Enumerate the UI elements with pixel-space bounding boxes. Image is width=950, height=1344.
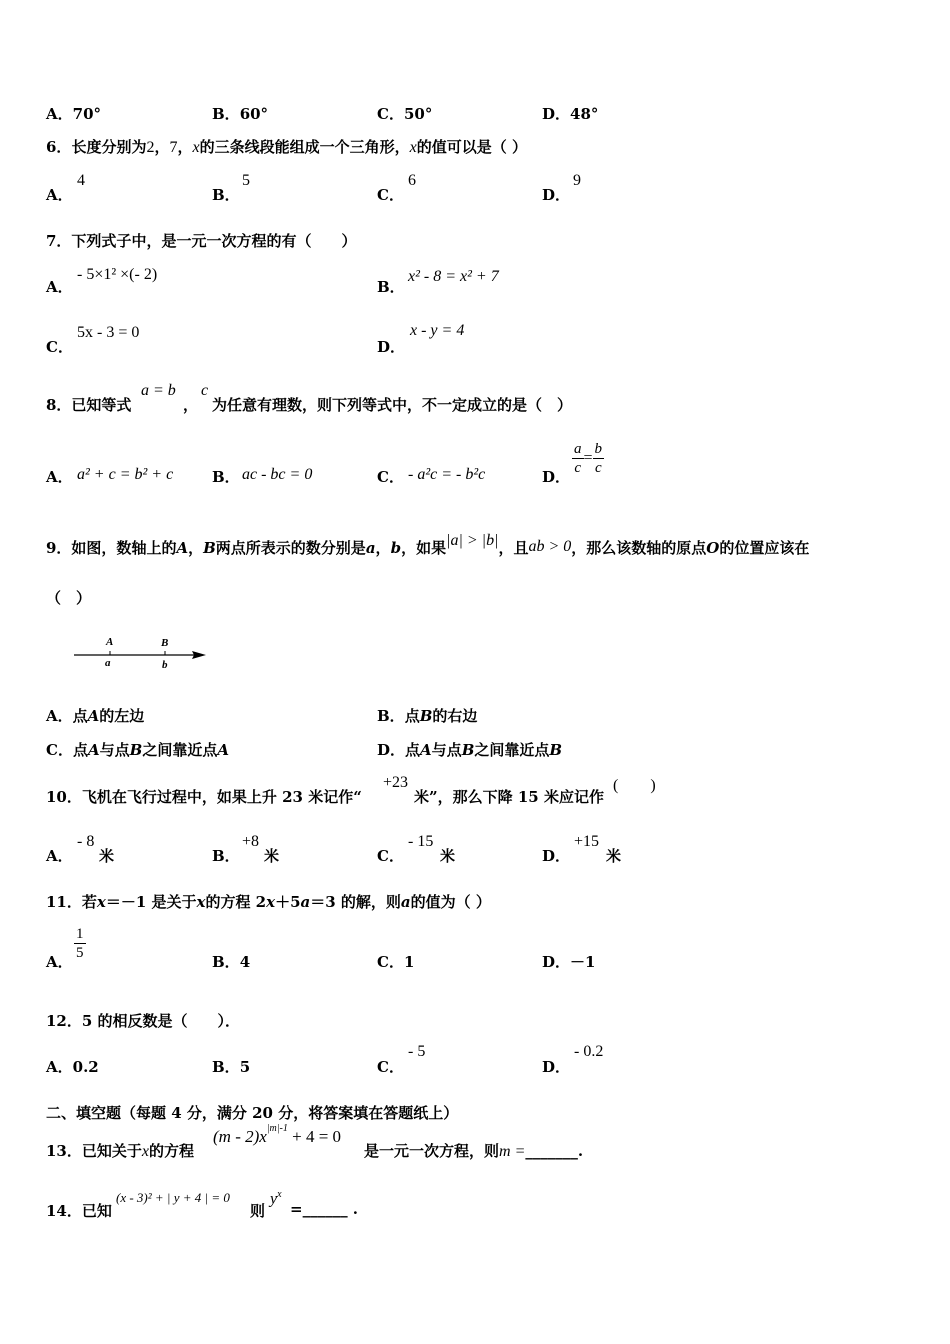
q12-option-d-label: D． [542,1058,571,1076]
section-2-title: 二、填空题（每题 4 分，满分 20 分，将答案填在答题纸上） [46,1104,459,1122]
q10-text2: 米”，那么下降 15 米应记作 [414,788,604,806]
q12-stem: 12．5 的相反数是（ ）． [46,1012,241,1030]
label-point-b: B [161,637,169,649]
fraction-b-over-c: $\frac{b}{c}$ [594,441,603,476]
q9-option-d: D．点A与点B之间靠近点B [377,741,563,759]
q13-equation: $(m - 2)x^{|m|-1} + 4 = 0$ [213,1123,342,1146]
q5-option-b: B．60° [212,105,269,123]
q8-option-a-expr: a² + c = b² + c [77,466,174,483]
label-value-b: b [162,659,168,671]
number-line-figure [70,630,215,672]
q8-equation: a = b [141,382,176,399]
q6-option-b-value: 5 [242,172,250,189]
q6-option-a-value: 4 [77,172,85,189]
fraction-a-over-c: $\frac{a}{c}$ [574,441,582,476]
q7-option-a-label: A． [46,278,73,296]
q10-option-a-label: A． [46,847,73,865]
q13-text3: 是一元一次方程，则m =_______. [364,1142,584,1160]
q10-stem: 10．飞机在飞行过程中，如果上升 23 米记作“ [46,788,362,806]
q7-option-d-expr: x - y = 4 [410,322,465,339]
q7-option-b-expr: x² - 8 = x² + 7 [408,268,499,285]
q8-c: c [201,382,209,399]
q5-option-d: D．48° [542,105,599,123]
q8-option-d-expr: $\frac{a}{c}$ = $\frac{b}{c}$ [574,441,603,476]
q7-stem: 7．下列式子中，是一元一次方程的有（ ） [46,232,357,250]
q8-text: 为任意有理数，则下列等式中，不一定成立的是（ ） [212,396,573,414]
number-line-arrow [192,651,206,659]
label-value-a: a [105,657,111,669]
q7-option-c-label: C． [46,338,73,356]
q8-option-b-label: B． [212,468,240,486]
q11-option-a-label: A． [46,953,73,971]
q10-option-c-unit: 米 [440,847,456,865]
q8-option-c-expr: - a²c = - b²c [408,466,486,483]
q6-option-d-value: 9 [573,172,581,189]
q10-option-d-unit: 米 [606,847,622,865]
q14-then: 则 [250,1202,266,1220]
q6-option-c-value: 6 [408,172,416,189]
q8-comma: ， [183,396,199,414]
q6-option-c: C． [377,186,404,204]
q11-option-a-fraction: $\frac{1}{5}$ [76,926,84,961]
q7-option-d-label: D． [377,338,406,356]
q9-option-c: C．点A与点B之间靠近点A [46,741,229,759]
q9-option-b: B．点B的右边 [377,707,478,725]
q7-option-c-expr: 5x - 3 = 0 [77,324,140,341]
q6-option-d: D． [542,186,571,204]
q5-option-c: C．50° [377,105,433,123]
q13-stem: 13．已知关于x的方程 [46,1142,194,1160]
q9-paren: （ ） [46,589,92,607]
q14-stem: 14．已知 [46,1202,112,1220]
q10-option-c-value: - 15 [408,833,434,850]
q11-option-d: D．－1 [542,953,596,971]
q14-answer-blank[interactable]: =______ . [290,1200,359,1218]
q11-option-b: B．4 [212,953,251,971]
q9-option-a: A．点A的左边 [46,707,145,725]
q12-option-b: B．5 [212,1058,251,1076]
q10-option-b-label: B． [212,847,240,865]
q8-option-b-expr: ac - bc = 0 [242,466,313,483]
q13-answer-blank[interactable]: _______. [525,1142,584,1160]
q9-stem: 9．如图，数轴上的A，B两点所表示的数分别是a，b，如果|a| > |b|，且ab > 0，那么该数轴的原点O的位置应该在 [46,532,810,557]
q8-option-a-label: A． [46,468,73,486]
q7-option-b-label: B． [377,278,405,296]
q6-option-a: A． [46,186,73,204]
q8-option-c-label: C． [377,468,404,486]
q14-power: $y^x$ [270,1189,282,1208]
q14-condition: (x - 3)² + | y + 4 | = 0 [116,1190,230,1205]
q10-option-b-unit: 米 [264,847,280,865]
q6-option-b: B． [212,186,240,204]
q12-option-a: A．0.2 [46,1058,99,1076]
q10-value: +23 [383,774,409,791]
q6-stem: 6．长度分别为2，7，x的三条线段能组成一个三角形，x的值可以是（ ） [46,138,527,156]
q10-paren: ( ) [613,777,656,794]
q10-option-d-label: D． [542,847,571,865]
q10-option-b-value: +8 [242,833,260,850]
q10-option-a-unit: 米 [99,847,115,865]
q11-option-c: C．1 [377,953,415,971]
q10-option-d-value: +15 [574,833,600,850]
q12-option-c-value: - 5 [408,1043,426,1060]
q12-option-d-value: - 0.2 [574,1043,604,1060]
q8-option-d-label: D． [542,468,571,486]
q12-option-c-label: C． [377,1058,404,1076]
label-point-a: A [106,636,114,648]
q11-stem: 11．若x＝－1 是关于x的方程 2x＋5a＝3 的解，则a的值为（ ） [46,893,491,911]
q7-option-a-expr: - 5×1² ×(- 2) [77,266,158,283]
q8-stem: 8．已知等式 [46,396,132,414]
q10-option-a-value: - 8 [77,833,95,850]
q5-option-a: A．70° [46,105,102,123]
q10-option-c-label: C． [377,847,404,865]
